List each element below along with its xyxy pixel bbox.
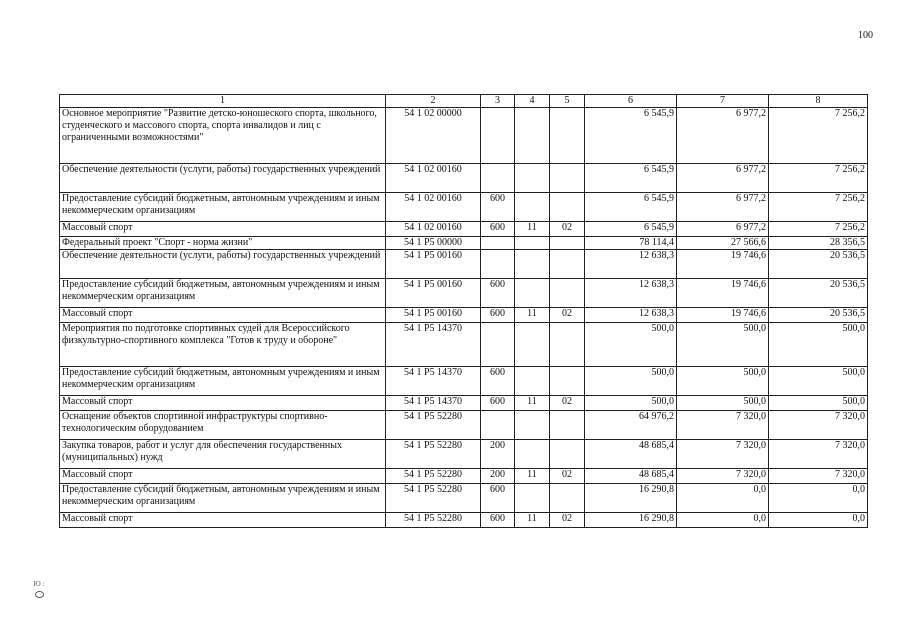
table-row <box>60 440 868 469</box>
row-expense-type <box>481 411 515 440</box>
row-name: Массовый спорт <box>60 396 386 411</box>
row-code: 54 1 P5 52280 <box>386 513 481 528</box>
row-amount-3: 7 320,0 <box>769 469 868 484</box>
row-amount-1: 12 638,3 <box>585 308 677 323</box>
margin-stamp-text: Ю : <box>33 580 45 588</box>
table-row <box>60 164 868 193</box>
table-row <box>60 411 868 440</box>
row-amount-3: 7 320,0 <box>769 440 868 469</box>
row-amount-1: 64 976,2 <box>585 411 677 440</box>
row-name: Массовый спорт <box>60 308 386 323</box>
row-amount-2: 7 320,0 <box>677 411 769 440</box>
row-section <box>515 367 550 396</box>
row-subsection: 02 <box>550 513 585 528</box>
column-header: 8 <box>769 95 868 108</box>
row-amount-2: 19 746,6 <box>677 279 769 308</box>
row-code: 54 1 P5 14370 <box>386 367 481 396</box>
row-amount-3: 20 536,5 <box>769 250 868 279</box>
page-number: 100 <box>858 30 873 41</box>
column-header: 4 <box>515 95 550 108</box>
row-subsection: 02 <box>550 222 585 237</box>
row-code: 54 1 P5 00160 <box>386 279 481 308</box>
row-name: Основное мероприятие "Развитие детско-юношеского спорта, школьного, студенческого и массового спорта, спорта инвалидов и лиц с ограниченными возможностями" <box>60 108 386 164</box>
row-section <box>515 193 550 222</box>
row-code: 54 1 P5 00160 <box>386 250 481 279</box>
row-expense-type: 600 <box>481 308 515 323</box>
row-amount-3: 500,0 <box>769 323 868 367</box>
table-row <box>60 396 868 411</box>
row-subsection <box>550 250 585 279</box>
row-expense-type: 200 <box>481 469 515 484</box>
row-code: 54 1 P5 00000 <box>386 237 481 250</box>
row-amount-2: 500,0 <box>677 323 769 367</box>
table-body <box>60 108 868 528</box>
row-amount-2: 6 977,2 <box>677 222 769 237</box>
column-header: 2 <box>386 95 481 108</box>
row-name: Массовый спорт <box>60 513 386 528</box>
row-expense-type: 600 <box>481 193 515 222</box>
column-header: 6 <box>585 95 677 108</box>
row-name: Предоставление субсидий бюджетным, автономным учреждениям и иным некоммерческим организациям <box>60 279 386 308</box>
row-subsection <box>550 164 585 193</box>
row-amount-2: 6 977,2 <box>677 108 769 164</box>
row-name: Массовый спорт <box>60 222 386 237</box>
row-section <box>515 411 550 440</box>
row-amount-1: 500,0 <box>585 323 677 367</box>
row-expense-type: 600 <box>481 513 515 528</box>
row-code: 54 1 02 00160 <box>386 164 481 193</box>
row-section <box>515 323 550 367</box>
row-amount-1: 12 638,3 <box>585 250 677 279</box>
row-amount-1: 6 545,9 <box>585 222 677 237</box>
row-amount-2: 19 746,6 <box>677 250 769 279</box>
row-subsection <box>550 193 585 222</box>
table-row <box>60 237 868 250</box>
row-amount-2: 7 320,0 <box>677 440 769 469</box>
row-name: Обеспечение деятельности (услуги, работы) государственных учреждений <box>60 250 386 279</box>
column-header: 3 <box>481 95 515 108</box>
header-row <box>60 95 868 108</box>
row-expense-type <box>481 250 515 279</box>
row-expense-type: 600 <box>481 396 515 411</box>
row-name: Обеспечение деятельности (услуги, работы) государственных учреждений <box>60 164 386 193</box>
row-amount-2: 0,0 <box>677 513 769 528</box>
row-expense-type: 600 <box>481 222 515 237</box>
table-row <box>60 108 868 164</box>
row-name: Массовый спорт <box>60 469 386 484</box>
oval-mark-icon <box>35 591 44 598</box>
row-section <box>515 250 550 279</box>
row-amount-3: 7 256,2 <box>769 164 868 193</box>
row-amount-3: 0,0 <box>769 513 868 528</box>
row-section <box>515 279 550 308</box>
row-code: 54 1 02 00000 <box>386 108 481 164</box>
row-section: 11 <box>515 396 550 411</box>
row-section: 11 <box>515 222 550 237</box>
row-amount-1: 48 685,4 <box>585 440 677 469</box>
row-subsection: 02 <box>550 308 585 323</box>
row-subsection: 02 <box>550 469 585 484</box>
row-expense-type: 600 <box>481 279 515 308</box>
row-amount-3: 7 256,2 <box>769 222 868 237</box>
row-section <box>515 440 550 469</box>
row-code: 54 1 P5 00160 <box>386 308 481 323</box>
table-row <box>60 484 868 513</box>
row-section: 11 <box>515 513 550 528</box>
row-amount-2: 500,0 <box>677 367 769 396</box>
row-section: 11 <box>515 469 550 484</box>
row-amount-2: 27 566,6 <box>677 237 769 250</box>
row-name: Закупка товаров, работ и услуг для обеспечения государственных (муниципальных) нужд <box>60 440 386 469</box>
row-amount-3: 7 320,0 <box>769 411 868 440</box>
table-row <box>60 250 868 279</box>
row-section <box>515 108 550 164</box>
budget-table <box>59 94 868 528</box>
row-amount-1: 78 114,4 <box>585 237 677 250</box>
row-amount-1: 6 545,9 <box>585 193 677 222</box>
row-code: 54 1 P5 14370 <box>386 323 481 367</box>
row-expense-type <box>481 164 515 193</box>
row-expense-type <box>481 323 515 367</box>
table-row <box>60 193 868 222</box>
table-row <box>60 469 868 484</box>
row-amount-3: 500,0 <box>769 367 868 396</box>
row-section <box>515 484 550 513</box>
row-amount-2: 6 977,2 <box>677 193 769 222</box>
row-amount-2: 19 746,6 <box>677 308 769 323</box>
row-expense-type <box>481 237 515 250</box>
row-code: 54 1 P5 52280 <box>386 440 481 469</box>
row-amount-3: 500,0 <box>769 396 868 411</box>
row-amount-3: 7 256,2 <box>769 108 868 164</box>
row-code: 54 1 P5 52280 <box>386 484 481 513</box>
row-name: Федеральный проект "Спорт - норма жизни" <box>60 237 386 250</box>
row-expense-type: 600 <box>481 367 515 396</box>
row-amount-3: 0,0 <box>769 484 868 513</box>
row-section <box>515 164 550 193</box>
column-header: 5 <box>550 95 585 108</box>
margin-stamp <box>33 580 45 620</box>
table-row <box>60 308 868 323</box>
column-header: 7 <box>677 95 769 108</box>
row-code: 54 1 P5 52280 <box>386 411 481 440</box>
row-amount-2: 0,0 <box>677 484 769 513</box>
row-amount-1: 16 290,8 <box>585 513 677 528</box>
row-amount-1: 48 685,4 <box>585 469 677 484</box>
table-row <box>60 323 868 367</box>
row-subsection <box>550 279 585 308</box>
row-amount-1: 16 290,8 <box>585 484 677 513</box>
row-code: 54 1 P5 52280 <box>386 469 481 484</box>
row-code: 54 1 02 00160 <box>386 222 481 237</box>
row-subsection <box>550 108 585 164</box>
row-subsection <box>550 237 585 250</box>
row-subsection <box>550 411 585 440</box>
row-code: 54 1 02 00160 <box>386 193 481 222</box>
table-row <box>60 513 868 528</box>
row-section: 11 <box>515 308 550 323</box>
table-row <box>60 367 868 396</box>
row-amount-3: 7 256,2 <box>769 193 868 222</box>
row-amount-1: 500,0 <box>585 367 677 396</box>
row-amount-3: 28 356,5 <box>769 237 868 250</box>
row-name: Предоставление субсидий бюджетным, автономным учреждениям и иным некоммерческим организациям <box>60 484 386 513</box>
row-amount-1: 6 545,9 <box>585 108 677 164</box>
row-subsection <box>550 440 585 469</box>
row-expense-type: 200 <box>481 440 515 469</box>
row-amount-1: 12 638,3 <box>585 279 677 308</box>
row-subsection <box>550 484 585 513</box>
row-name: Предоставление субсидий бюджетным, автономным учреждениям и иным некоммерческим организациям <box>60 193 386 222</box>
row-amount-3: 20 536,5 <box>769 279 868 308</box>
row-amount-2: 500,0 <box>677 396 769 411</box>
row-amount-2: 6 977,2 <box>677 164 769 193</box>
row-amount-3: 20 536,5 <box>769 308 868 323</box>
row-subsection: 02 <box>550 396 585 411</box>
table-row <box>60 222 868 237</box>
row-name: Предоставление субсидий бюджетным, автономным учреждениям и иным некоммерческим организациям <box>60 367 386 396</box>
column-header: 1 <box>60 95 386 108</box>
row-amount-2: 7 320,0 <box>677 469 769 484</box>
row-name: Мероприятия по подготовке спортивных судей для Всероссийского физкультурно-спортивного комплекса "Готов к труду и обороне" <box>60 323 386 367</box>
row-subsection <box>550 367 585 396</box>
row-name: Оснащение объектов спортивной инфраструктуры спортивно-технологическим оборудованием <box>60 411 386 440</box>
row-code: 54 1 P5 14370 <box>386 396 481 411</box>
row-amount-1: 6 545,9 <box>585 164 677 193</box>
table-row <box>60 279 868 308</box>
row-expense-type: 600 <box>481 484 515 513</box>
row-amount-1: 500,0 <box>585 396 677 411</box>
row-expense-type <box>481 108 515 164</box>
row-section <box>515 237 550 250</box>
row-subsection <box>550 323 585 367</box>
